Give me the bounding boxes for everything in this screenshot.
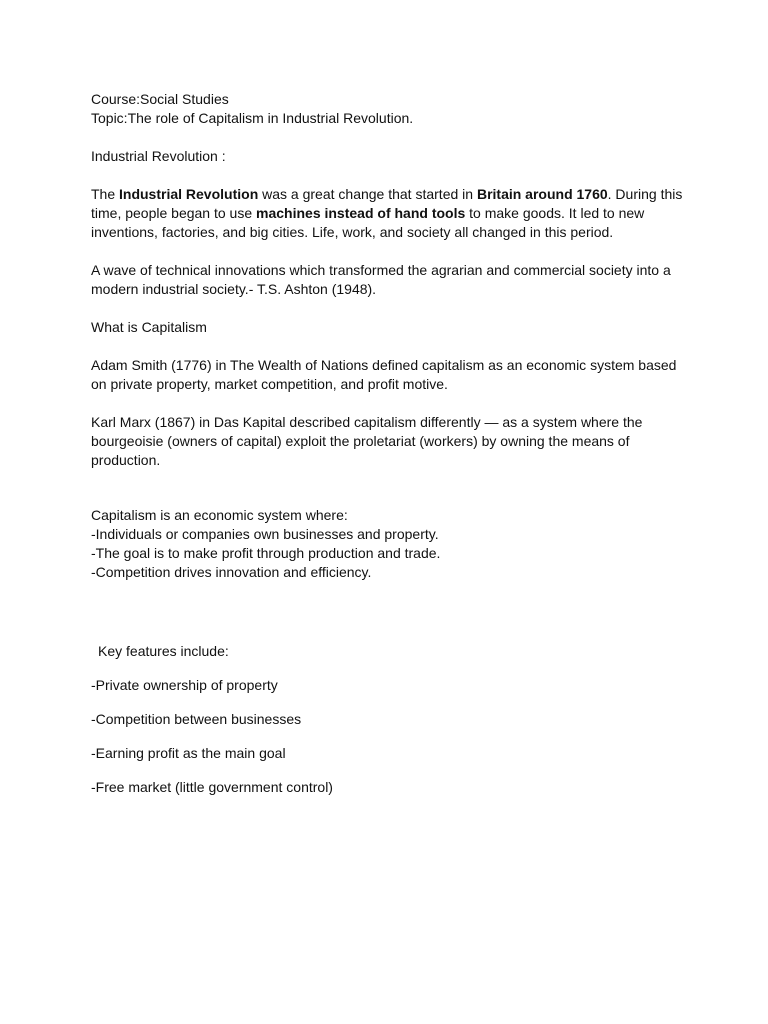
spacer	[91, 242, 687, 261]
spacer	[91, 470, 687, 506]
ir-text-4: to make goods. It led to new inventions, factories, and big cities. Life, work, and society all changed in this period.	[91, 205, 645, 240]
spacer	[91, 128, 687, 147]
feature-item: -Private ownership of property	[91, 677, 278, 693]
ir-bold-2: Britain around 1760	[476, 186, 608, 202]
spacer	[91, 729, 687, 744]
ir-text-3: . During this time, people began to use	[91, 186, 683, 221]
feature-item: -Competition between businesses	[91, 711, 302, 727]
karl-marx-paragraph: Karl Marx (1867) in Das Kapital described capitalism differently — as a system where the bourgeoisie (owners of capital) exploit the proletariat (workers) by owning the means of production.	[91, 414, 643, 468]
capitalism-system-intro: Capitalism is an economic system where:	[91, 507, 348, 523]
industrial-revolution-heading: Industrial Revolution :	[91, 148, 226, 164]
spacer	[91, 394, 687, 413]
system-point: -Individuals or companies own businesses and property.	[91, 526, 439, 542]
system-point: -Competition drives innovation and efficiency.	[91, 564, 372, 580]
ir-bold-3: machines instead of hand tools	[256, 205, 466, 221]
ir-text-1: The	[91, 186, 120, 202]
topic-line: Topic:The role of Capitalism in Industrial Revolution.	[91, 110, 414, 126]
spacer	[91, 661, 687, 676]
capitalism-heading: What is Capitalism	[91, 319, 207, 335]
spacer	[91, 299, 687, 318]
ir-text-2: was a great change that started in	[258, 186, 477, 202]
feature-item: -Free market (little government control)	[91, 779, 333, 795]
ashton-quote-paragraph: A wave of technical innovations which transformed the agrarian and commercial society into a modern industrial society.- T.S. Ashton (1948).	[91, 262, 671, 297]
spacer	[91, 166, 687, 185]
course-line: Course:Social Studies	[91, 91, 229, 107]
spacer	[91, 695, 687, 710]
document-body	[91, 90, 687, 797]
adam-smith-paragraph: Adam Smith (1776) in The Wealth of Nations defined capitalism as an economic system based on private property, market competition, and profit motive.	[91, 357, 677, 392]
key-features-heading: Key features include:	[98, 643, 229, 659]
spacer	[91, 763, 687, 778]
feature-item: -Earning profit as the main goal	[91, 745, 286, 761]
spacer	[91, 582, 687, 642]
industrial-revolution-paragraph	[91, 185, 687, 242]
system-point: -The goal is to make profit through production and trade.	[91, 545, 441, 561]
spacer	[91, 337, 687, 356]
ir-bold-1: Industrial Revolution	[119, 186, 259, 202]
